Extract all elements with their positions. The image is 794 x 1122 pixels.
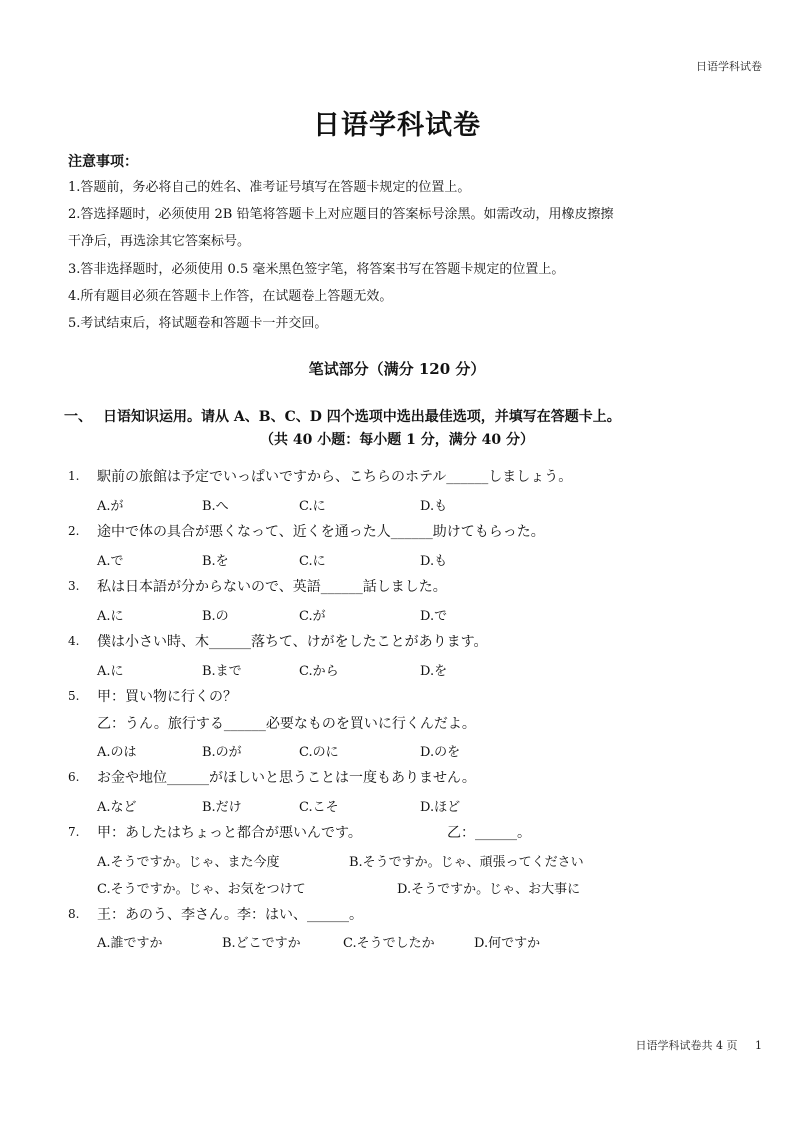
question-number: 6. [68,770,80,784]
page-title: 日语学科试卷 [313,110,481,141]
option-a: A.誰ですか [97,936,163,951]
question-text: 甲：あしたはちょっと都合が悪いんです。 [97,825,362,841]
option-c: C.のに [299,745,339,760]
question-text-reply: 乙：______。 [447,825,531,841]
question-text: 駅前の旅館は予定でいっぱいですから、こちらのホテル______しましょう。 [97,469,573,485]
option-d: D.何ですか [474,936,541,951]
option-c: C.が [299,609,326,624]
question-text: 私は日本語が分からないので、英語______話しました。 [97,579,447,595]
question-number: 2. [68,524,80,538]
notice-heading: 注意事项： [68,154,138,170]
option-d: D.ほど [420,800,461,815]
option-c: C.そうでしたか [343,936,435,951]
question-text-reply: 李：はい、______。 [237,907,363,923]
question-text: 途中で体の具合が悪くなって、近くを通った人______助けてもらった。 [97,524,545,540]
part-instruction: 日语知识运用。请从 A、B、C、D 四个选项中选出最佳选项，并填写在答题卡上。 [103,409,621,425]
option-b: B.だけ [202,800,242,815]
option-a: A.に [97,664,124,679]
option-d: D.も [420,499,448,514]
question-number: 5. [68,689,80,703]
option-a: A.で [97,554,124,569]
option-b: B.へ [202,499,229,514]
notice-item-1: 1.答题前，务必将自己的姓名、准考证号填写在答题卡规定的位置上。 [68,180,471,195]
option-b: B.の [202,609,229,624]
notice-item-4: 4.所有题目必须在答题卡上作答，在试题卷上答题无效。 [68,289,393,304]
option-b: B.まで [202,664,242,679]
option-c: C.こそ [299,800,339,815]
option-d: D.のを [420,745,461,760]
page-number: 1 [755,1039,762,1052]
option-d: D.で [420,609,448,624]
question-text-line2: 乙：うん。旅行する______必要なものを買いに行くんだよ。 [97,716,476,732]
question-text: 甲：買い物に行くの？ [97,689,237,705]
section-title: 笔试部分（满分 120 分） [308,360,486,378]
option-b: B.そうですか。じゃ、頑張ってください [349,855,584,870]
option-a: A.に [97,609,124,624]
option-b: B.を [202,554,229,569]
part-label: 一、 [64,409,92,425]
running-header: 日语学科试卷 [696,60,762,73]
question-number: 1. [68,469,80,483]
question-text: 王：あのう、李さん。 [97,907,238,923]
option-a: A.のは [97,745,137,760]
page-footer [636,1037,763,1053]
question-number: 8. [68,907,80,921]
option-b: B.のが [202,745,242,760]
footer-text: 日语学科试卷共 4 页 [635,1039,738,1052]
notice-item-5: 5.考试结束后，将试题卷和答题卡一并交回。 [68,316,328,331]
option-d: D.を [420,664,448,679]
notice-item-2-cont: 干净后，再选涂其它答案标号。 [68,234,251,249]
option-c: C.に [299,499,326,514]
question-number: 3. [68,579,80,593]
question-text: 僕は小さい時、木______落ちて、けがをしたことがあります。 [97,634,488,650]
question-number: 7. [68,825,80,839]
option-c: C.から [299,664,339,679]
option-a: A.など [97,800,137,815]
part-subtitle: （共 40 小题：每小题 1 分，满分 40 分） [260,432,534,448]
option-d: D.そうですか。じゃ、お大事に [397,882,581,897]
notice-item-2: 2.答选择题时，必须使用 2B 铅笔将答题卡上对应题目的答案标号涂黑。如需改动，用橡皮擦擦 [68,207,614,222]
option-a: A.が [97,499,124,514]
option-b: B.どこですか [222,936,301,951]
option-d: D.も [420,554,448,569]
option-a: A.そうですか。じゃ、また今度 [97,855,280,870]
question-text: お金や地位______がほしいと思うことは一度もありません。 [97,770,476,786]
option-c: C.そうですか。じゃ、お気をつけて [97,882,306,897]
question-number: 4. [68,634,80,648]
option-c: C.に [299,554,326,569]
notice-item-3: 3.答非选择题时，必须使用 0.5 毫米黑色签字笔，将答案书写在答题卡规定的位置上。 [68,262,565,277]
